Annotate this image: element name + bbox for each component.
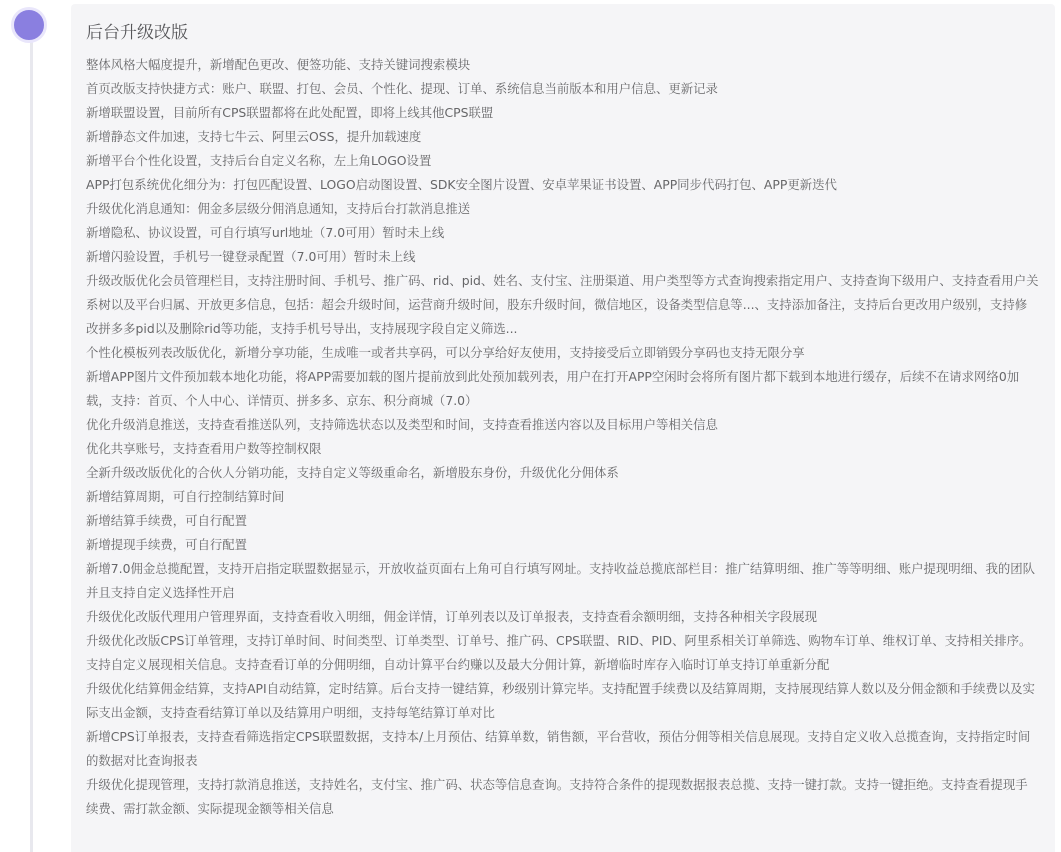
changelog-item: 新增平台个性化设置，支持后台自定义名称，左上角LOGO设置	[86, 153, 432, 168]
changelog-item: 新增CPS订单报表，支持查看筛选指定CPS联盟数据，支持本/上月预估、结算单数，销售额，平台营收，预估分佣等相关信息展现。支持自定义收入总揽查询，支持指定时间的数据对比查询报表	[86, 729, 1031, 768]
changelog-title: 后台升级改版	[86, 23, 188, 43]
changelog-item: 新增联盟设置，目前所有CPS联盟都将在此处配置，即将上线其他CPS联盟	[86, 105, 494, 120]
timeline-dot-icon	[11, 7, 47, 43]
changelog-card	[71, 4, 1055, 852]
changelog-item: 升级优化消息通知：佣金多层级分佣消息通知，支持后台打款消息推送	[86, 201, 471, 216]
changelog-item: 新增结算周期，可自行控制结算时间	[86, 489, 285, 504]
changelog-item: 整体风格大幅度提升，新增配色更改、便签功能、支持关键词搜索模块	[86, 57, 471, 72]
changelog-item: 新增提现手续费，可自行配置	[86, 537, 248, 552]
changelog-item: 升级优化改版CPS订单管理，支持订单时间、时间类型、订单类型、订单号、推广码、CPS联盟、RID、PID、阿里系相关订单筛选、购物车订单、维权订单、支持相关排序。支持自定义展现相关信息。支持查看订单的分佣明细，自动计算平台约赚以及最大分佣计算，新增临时库存入临时订单支持订单重新分配	[86, 633, 1032, 672]
changelog-item: 升级改版优化会员管理栏目，支持注册时间、手机号、推广码、rid、pid、姓名、支付宝、注册渠道、用户类型等方式查询搜索指定用户、支持查询下级用户、支持查看用户关系树以及平台归属、开放更多信息，包括：超会升级时间，运营商升级时间，股东升级时间，微信地区，设备类型信息等...、支持添加备注，支持后台更改用户级别，支持修改拼多多pid以及删除rid等功能，支持手机号导出，支持展现字段自定义筛选...	[86, 273, 1039, 336]
changelog-item: 优化升级消息推送，支持查看推送队列，支持筛选状态以及类型和时间，支持查看推送内容以及目标用户等相关信息	[86, 417, 718, 432]
changelog-item: 新增结算手续费，可自行配置	[86, 513, 248, 528]
changelog-item: 升级优化改版代理用户管理界面，支持查看收入明细，佣金详情，订单列表以及订单报表，支持查看余额明细，支持各种相关字段展现	[86, 609, 818, 624]
changelog-item: 新增静态文件加速，支持七牛云、阿里云OSS，提升加载速度	[86, 129, 422, 144]
changelog-item: 新增7.0佣金总揽配置，支持开启指定联盟数据显示，开放收益页面右上角可自行填写网址。支持收益总揽底部栏目：推广结算明细、推广等等明细、账户提现明细、我的团队并且支持自定义选择性开启	[86, 561, 1036, 600]
changelog-item: 全新升级改版优化的合伙人分销功能，支持自定义等级重命名，新增股东身份，升级优化分佣体系	[86, 465, 619, 480]
changelog-item: 首页改版支持快捷方式：账户、联盟、打包、会员、个性化、提现、订单、系统信息当前版本和用户信息、更新记录	[86, 81, 718, 96]
changelog-item: 新增隐私、协议设置，可自行填写url地址（7.0可用）暂时未上线	[86, 225, 445, 240]
changelog-item: 升级优化结算佣金结算，支持API自动结算，定时结算。后台支持一键结算，秒级别计算完毕。支持配置手续费以及结算周期，支持展现结算人数以及分佣金额和手续费以及实际支出金额，支持查看结算订单以及结算用户明细，支持每笔结算订单对比	[86, 681, 1035, 720]
changelog-item: 新增APP图片文件预加载本地化功能，将APP需要加载的图片提前放到此处预加载列表，用户在打开APP空闲时会将所有图片都下载到本地进行缓存，后续不在请求网络0加载，支持：首页、个人中心、详情页、拼多多、京东、积分商城（7.0）	[86, 369, 1020, 408]
changelog-item: 新增闪验设置，手机号一键登录配置（7.0可用）暂时未上线	[86, 249, 416, 264]
changelog-item: APP打包系统优化细分为：打包匹配设置、LOGO启动图设置、SDK安全图片设置、安卓苹果证书设置、APP同步代码打包、APP更新迭代	[86, 177, 837, 192]
changelog-item: 个性化模板列表改版优化，新增分享功能，生成唯一或者共享码，可以分享给好友使用，支持接受后立即销毁分享码也支持无限分享	[86, 345, 805, 360]
changelog-list	[86, 53, 1039, 821]
changelog-item: 优化共享账号，支持查看用户数等控制权限	[86, 441, 322, 456]
changelog-item: 升级优化提现管理，支持打款消息推送，支持姓名，支付宝、推广码、状态等信息查询。支持符合条件的提现数据报表总揽、支持一键打款。支持一键拒绝。支持查看提现手续费、需打款金额、实际提现金额等相关信息	[86, 777, 1028, 816]
timeline-line	[30, 24, 33, 852]
